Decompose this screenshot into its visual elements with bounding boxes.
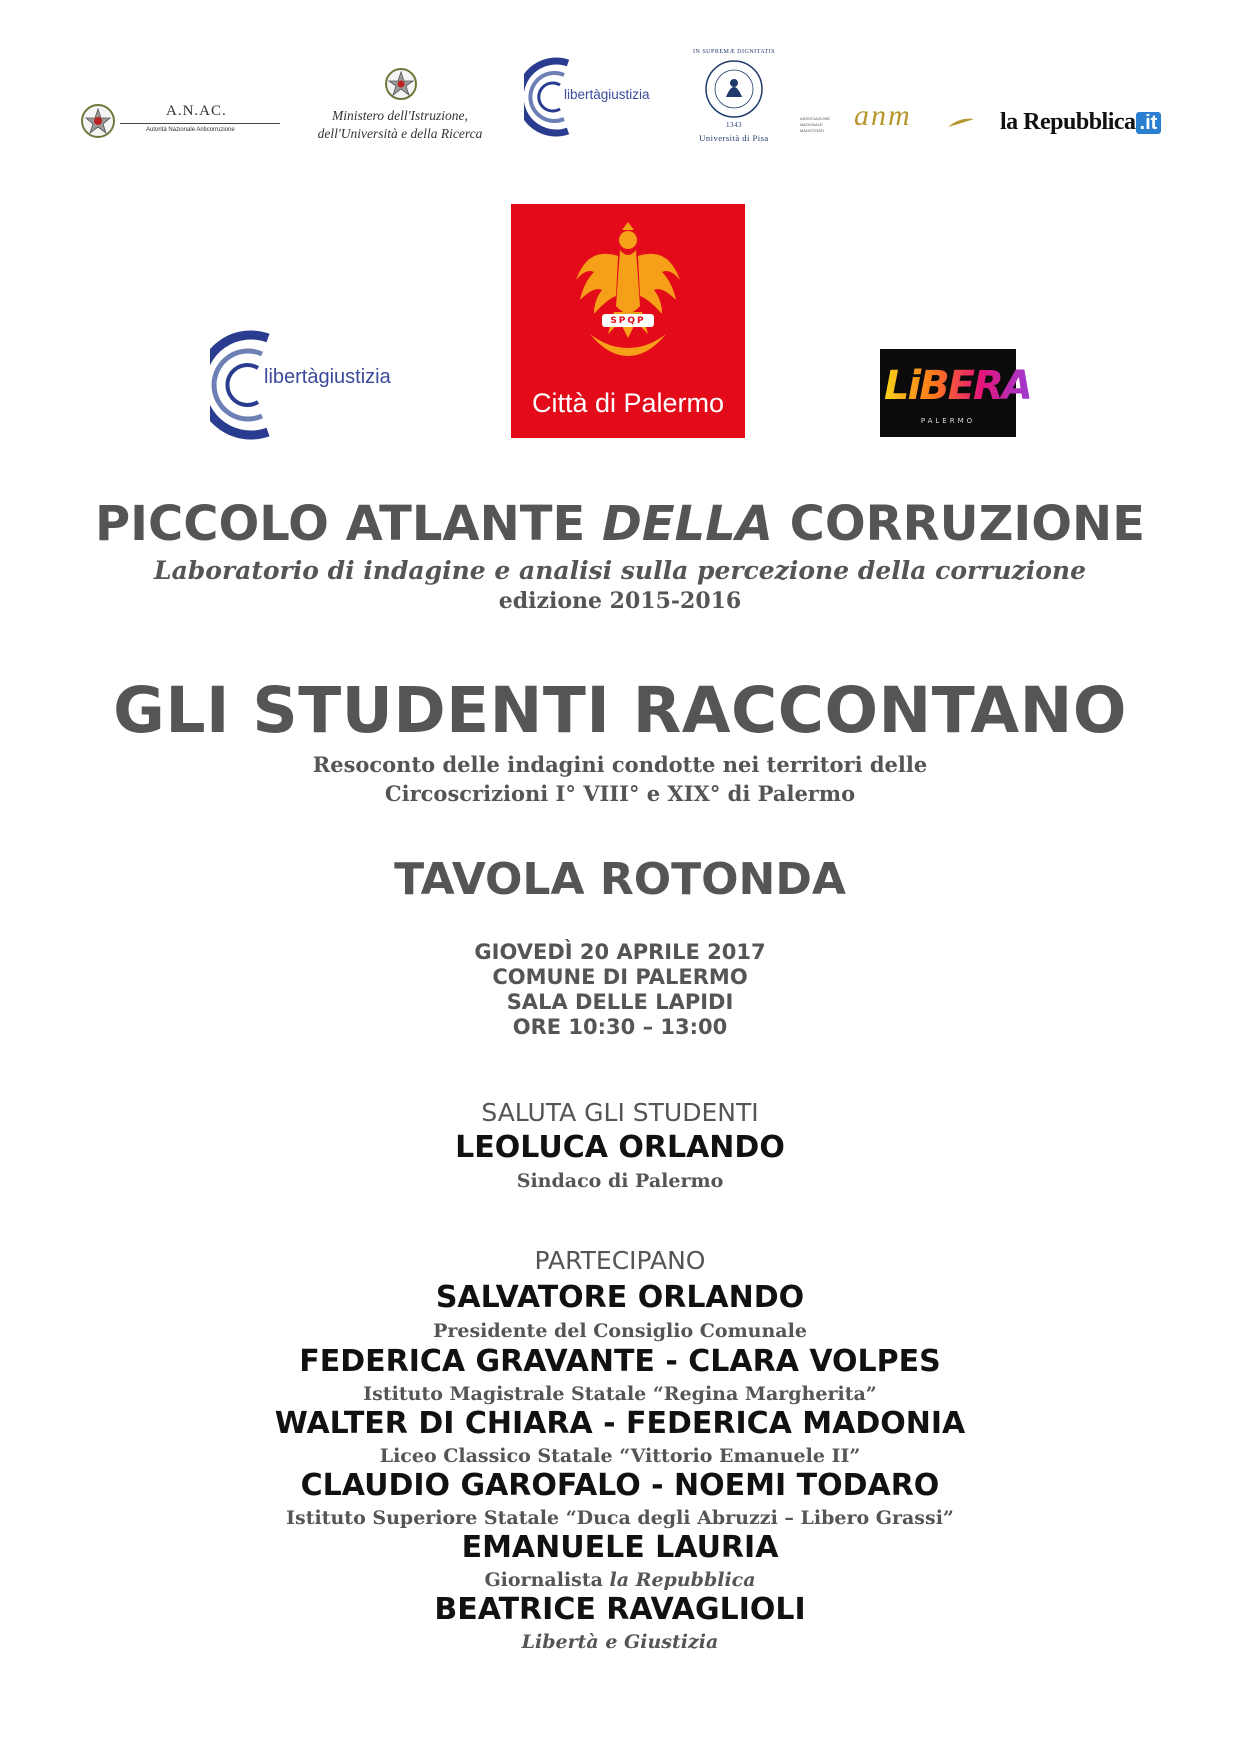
palermo-logo: [511, 204, 745, 438]
event-venue: COMUNE DI PALERMO: [492, 965, 748, 989]
republic-emblem-icon: [384, 67, 418, 101]
participant-2-name: FEDERICA GRAVANTE - CLARA VOLPES: [299, 1344, 941, 1379]
event-date: GIOVEDÌ 20 APRILE 2017: [474, 940, 766, 964]
anac-name: A.N.AC.: [166, 103, 227, 119]
participant-3-role: Liceo Classico Statale “Vittorio Emanuele II”: [379, 1445, 861, 1467]
pisa-caption: Università di Pisa: [699, 133, 769, 143]
participant-5-name: EMANUELE LAURIA: [461, 1530, 779, 1565]
participant-4-role: Istituto Superiore Statale “Duca degli Abruzzi – Libero Grassi”: [286, 1507, 954, 1529]
event-title: TAVOLA ROTONDA: [394, 854, 846, 905]
miur-line1: Ministero dell'Istruzione,: [332, 108, 468, 123]
palermo-banner: SPQP: [610, 316, 646, 326]
participant-5-role: [0, 1569, 1240, 1591]
greeting-role: Sindaco di Palermo: [516, 1170, 724, 1192]
pisa-logo: [684, 49, 784, 149]
repubblica-suffix: .it: [1136, 112, 1162, 134]
main-title: [0, 496, 1240, 552]
pisa-seal-icon: [704, 59, 764, 119]
anm-logo: [800, 99, 980, 143]
edition: edizione 2015-2016: [498, 588, 742, 614]
libera-logo: [880, 349, 1031, 437]
event-time: ORE 10:30 – 13:00: [512, 1015, 728, 1039]
participant-6-role-em: Libertà e Giustizia: [521, 1631, 719, 1653]
main-title-em: DELLA: [601, 496, 773, 552]
libertagiustizia-small-text: libertàgiustizia: [564, 87, 650, 102]
republic-emblem-icon: [80, 103, 116, 139]
participant-3-name: WALTER DI CHIARA - FEDERICA MADONIA: [274, 1406, 966, 1441]
anm-small-line-1: ASSOCIAZIONE: [800, 116, 831, 121]
libertagiustizia-large-text: libertàgiustizia: [264, 366, 391, 388]
palermo-name: Città di Palermo: [531, 388, 725, 418]
participant-1-role: Presidente del Consiglio Comunale: [433, 1320, 807, 1342]
participant-6-name: BEATRICE RAVAGLIOLI: [434, 1592, 806, 1627]
greeting-heading: SALUTA GLI STUDENTI: [481, 1098, 759, 1127]
headline-line-1: Resoconto delle indagini condotte nei territori delle: [312, 752, 928, 777]
participants-heading: PARTECIPANO: [534, 1246, 706, 1275]
logo-strip: [0, 49, 1240, 155]
repubblica-text: la Repubblica: [1000, 109, 1136, 135]
miur-logo: [300, 67, 500, 147]
event-room: SALA DELLE LAPIDI: [506, 990, 734, 1014]
headline-title: GLI STUDENTI RACCONTANO: [113, 674, 1127, 747]
anm-feather-icon: [948, 117, 974, 129]
palermo-eagle-icon: [568, 216, 688, 366]
anac-rule: [120, 123, 280, 124]
anac-logo: [80, 103, 280, 143]
main-title-pre: PICCOLO ATLANTE: [94, 496, 602, 552]
participant-5-role-pre: Giornalista: [484, 1569, 610, 1591]
libertagiustizia-mark-icon: [210, 330, 272, 440]
libera-subtitle: PALERMO: [920, 417, 976, 425]
libertagiustizia-logo-small: [524, 57, 674, 137]
repubblica-logo: [1000, 109, 1170, 143]
participant-5-role-em: la Repubblica: [609, 1569, 756, 1591]
anm-small-line-2: NAZIONALE: [800, 122, 823, 127]
pisa-seal-text: IN SUPREMÆ DIGNITATIS: [692, 49, 776, 55]
anm-text: anm: [854, 99, 912, 132]
anm-small-line-3: MAGISTRATI: [800, 128, 825, 133]
main-title-post: CORRUZIONE: [772, 496, 1146, 552]
headline-line-2: Circoscrizioni I° VIII° e XIX° di Palermo: [384, 781, 856, 806]
anac-subtitle: Autorità Nazionale Anticorruzione: [146, 127, 235, 133]
participant-2-role: Istituto Magistrale Statale “Regina Margherita”: [363, 1383, 877, 1405]
participant-6-role: [0, 1631, 1240, 1653]
miur-line2: dell'Università e della Ricerca: [317, 126, 483, 141]
libera-text: [884, 363, 1031, 409]
pisa-seal-year: 1343: [726, 121, 742, 129]
greeting-name: LEOLUCA ORLANDO: [455, 1130, 785, 1165]
libera-wordmark: LiBERA: [884, 363, 1031, 409]
main-subtitle: Laboratorio di indagine e analisi sulla percezione della corruzione: [154, 556, 1086, 585]
participant-4-name: CLAUDIO GAROFALO - NOEMI TODARO: [300, 1468, 940, 1503]
participant-1-name: SALVATORE ORLANDO: [435, 1280, 805, 1315]
libertagiustizia-logo-large: [210, 330, 400, 442]
